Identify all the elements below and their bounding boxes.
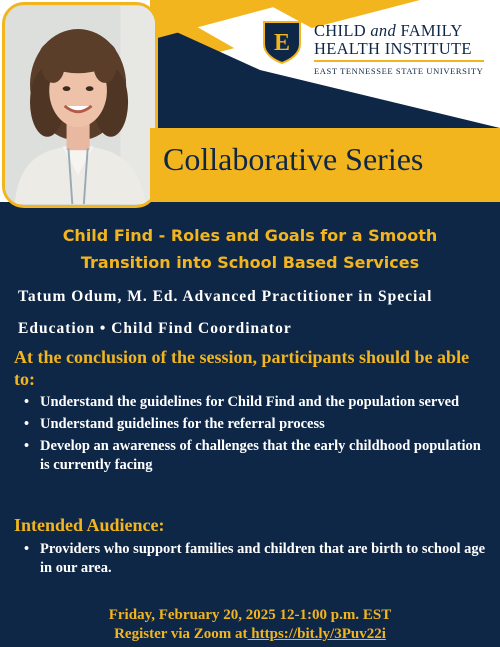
event-details [0,606,500,644]
logo-line-2: HEALTH INSTITUTE [314,39,472,58]
list-item: • Understand guidelines for the referral process [14,415,490,434]
logo-line-1 [314,23,463,39]
logo-divider [314,60,484,62]
session-title-line-2: Transition into School Based Services [80,253,420,272]
register-prefix: Register via Zoom at [114,626,248,642]
register-line [0,625,500,644]
register-link[interactable]: https://bit.ly/3Puv22i [247,626,386,642]
list-item: • Providers who support families and children that are birth to school age in our area. [14,540,490,578]
logo-word-and: and [370,21,397,40]
speaker-photo-illustration [5,5,155,205]
session-title [0,222,500,276]
session-title-line-1: Child Find - Roles and Goals for a Smooth [62,226,438,245]
audience-heading: Intended Audience: [14,515,165,535]
objectives-list [14,393,490,478]
event-date: Friday, February 20, 2025 12-1:00 p.m. EST [108,607,392,623]
list-item: • Develop an awareness of challenges that the early childhood population is currently facing [14,437,490,475]
audience-list [14,540,490,581]
logo-letter: E [273,30,291,56]
list-item: • Understand the guidelines for Child Find and the population served [14,393,490,412]
speaker-photo [2,2,158,208]
objectives-heading: At the conclusion of the session, participants should be able to: [14,347,470,389]
logo-word-family: FAMILY [400,21,463,40]
logo-university: EAST TENNESSEE STATE UNIVERSITY [314,66,484,76]
speaker-credentials: Tatum Odum, M. Ed. Advanced Practitioner in Special Education • Child Find Coordinator [18,288,433,337]
logo-word-child: CHILD [314,21,366,40]
series-title: Collaborative Series [163,141,424,177]
institute-logo [262,18,488,82]
etsu-shield-icon [262,20,302,64]
